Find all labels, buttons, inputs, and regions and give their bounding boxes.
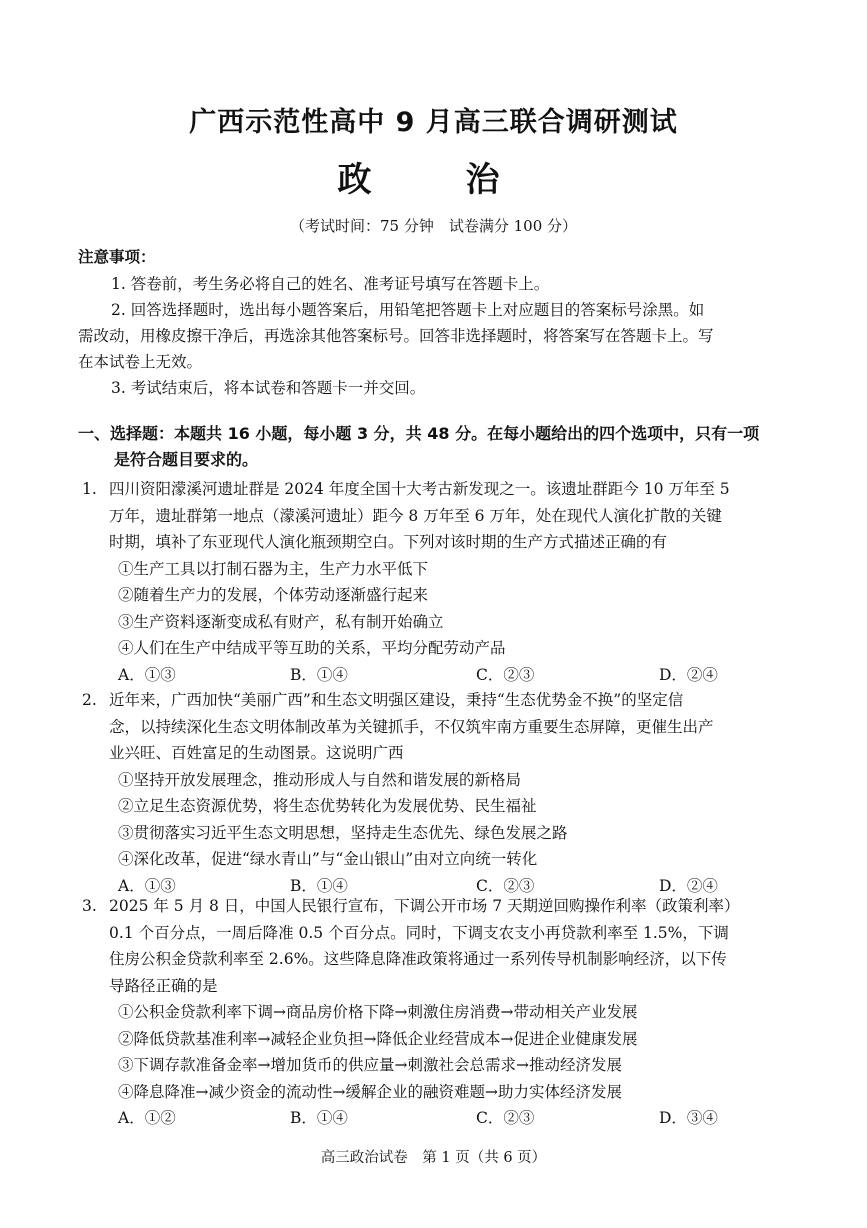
statement-item: ①生产工具以打制石器为主，生产力水平低下 bbox=[118, 559, 429, 578]
question-2 bbox=[82, 687, 798, 899]
question-number: 2. bbox=[82, 691, 97, 709]
choice-a: A．①③ bbox=[118, 665, 176, 684]
statement-item: ①公积金贷款利率下调→商品房价格下降→刺激住房消费→带动相关产业发展 bbox=[118, 1003, 638, 1021]
notice-line: 在本试卷上无效。 bbox=[78, 353, 203, 371]
choice-b: B．①④ bbox=[290, 1109, 348, 1127]
question-stem-line: 时期，填补了东亚现代人演化瓶颈期空白。下列对该时期的生产方式描述正确的有 bbox=[109, 533, 668, 551]
statement-item: ②降低贷款基准利率→减轻企业负担→降低企业经营成本→促进企业健康发展 bbox=[118, 1029, 638, 1048]
choice-b: B．①④ bbox=[290, 665, 348, 684]
question-stem-line: 1. 四川资阳濛溪河遗址群是 2024 年度全国十大考古新发现之一。该遗址群距今 10 万年至 5 bbox=[82, 476, 798, 503]
statement-item: ④降息降准→减少资金的流动性→缓解企业的融资难题→助力实体经济发展 bbox=[118, 1082, 622, 1101]
question-stem-line: 导路径正确的是 bbox=[109, 976, 218, 995]
statement-item: ③生产资料逐渐变成私有财产，私有制开始确立 bbox=[118, 612, 444, 631]
notice-heading: 注意事项： bbox=[78, 248, 156, 266]
answer-choices bbox=[82, 662, 798, 689]
question-number: 1. bbox=[82, 480, 97, 498]
statement-item: ④人们在生产中结成平等互助的关系，平均分配劳动产品 bbox=[118, 639, 506, 657]
statement-item: ④深化改革，促进“绿水青山”与“金山银山”由对立向统一转化 bbox=[118, 850, 538, 868]
notice-line: 1. 答卷前，考生务必将自己的姓名、准考证号填写在答题卡上。 bbox=[111, 275, 550, 293]
choice-b: B．①④ bbox=[290, 876, 348, 895]
exam-info: （考试时间：75 分钟 试卷满分 100 分） bbox=[289, 217, 578, 235]
section-heading-line: 是符合题目要求的。 bbox=[114, 450, 259, 469]
question-stem-line: 住房公积金贷款利率至 2.6%。这些降息降准政策将通过一系列传导机制影响经济，以下传 bbox=[109, 950, 727, 968]
statement-item: ②立足生态资源优势，将生态优势转化为发展优势、民生福祉 bbox=[118, 797, 537, 815]
choice-a: A．①③ bbox=[118, 876, 176, 895]
question-stem-line: 业兴旺、百姓富足的生动图景。这说明广西 bbox=[109, 744, 404, 762]
question-stem-line: 万年，遗址群第一地点（濛溪河遗址）距今 8 万年至 6 万年，处在现代人演化扩散的关键 bbox=[109, 506, 722, 525]
statement-item: ①坚持开放发展理念，推动形成人与自然和谐发展的新格局 bbox=[118, 770, 522, 789]
question-number: 3. bbox=[82, 897, 97, 915]
subject-title: 政 治 bbox=[337, 160, 530, 200]
choice-d: D．②④ bbox=[659, 665, 718, 684]
question-stem-line: 0.1 个百分点，一周后降准 0.5 个百分点。同时，下调支农支小再贷款利率至 1.5%，下调 bbox=[109, 923, 729, 942]
notice-line: 3. 考试结束后，将本试卷和答题卡一并交回。 bbox=[111, 379, 426, 397]
choice-c: C．②③ bbox=[476, 876, 535, 895]
notice-body bbox=[78, 271, 794, 401]
choice-a: A．①② bbox=[118, 1109, 176, 1127]
answer-choices bbox=[82, 1105, 798, 1132]
question-3 bbox=[82, 893, 798, 1132]
page-footer: 高三政治试卷 第 1 页（共 6 页） bbox=[320, 1150, 547, 1166]
statement-item: ③下调存款准备金率→增加货币的供应量→刺激社会总需求→推动经济发展 bbox=[118, 1056, 622, 1074]
question-stem-line: 念，以持续深化生态文明体制改革为关键抓手，不仅筑牢南方重要生态屏障，更催生出产 bbox=[109, 717, 714, 736]
question-stem-line: 3. 2025 年 5 月 8 日，中国人民银行宣布，下调公开市场 7 天期逆回购操作利率（政策利率） bbox=[82, 893, 798, 920]
question-stem-line: 2. 近年来，广西加快“美丽广西”和生态文明强区建设，秉持“生态优势金不换”的坚定信 bbox=[82, 687, 798, 714]
section-heading-line: 一、选择题：本题共 16 小题，每小题 3 分，共 48 分。在每小题给出的四个选项中，只有一项 bbox=[78, 424, 760, 443]
statement-item: ②随着生产力的发展，个体劳动逐渐盛行起来 bbox=[118, 586, 429, 604]
question-1 bbox=[82, 476, 798, 688]
choice-d: D．②④ bbox=[659, 876, 718, 895]
notice-line: 需改动，用橡皮擦干净后，再选涂其他答案标号。回答非选择题时，将答案写在答题卡上。写 bbox=[78, 327, 714, 345]
notice-line: 2. 回答选择题时，选出每小题答案后，用铅笔把答题卡上对应题目的答案标号涂黑。如 bbox=[111, 301, 705, 319]
statement-item: ③贯彻落实习近平生态文明思想，坚持走生态优先、绿色发展之路 bbox=[118, 823, 568, 842]
exam-title: 广西示范性高中 9 月高三联合调研测试 bbox=[189, 107, 678, 138]
choice-c: C．②③ bbox=[476, 1109, 535, 1127]
choice-c: C．②③ bbox=[476, 665, 535, 684]
section-heading bbox=[78, 421, 800, 473]
choice-d: D．③④ bbox=[659, 1109, 718, 1127]
